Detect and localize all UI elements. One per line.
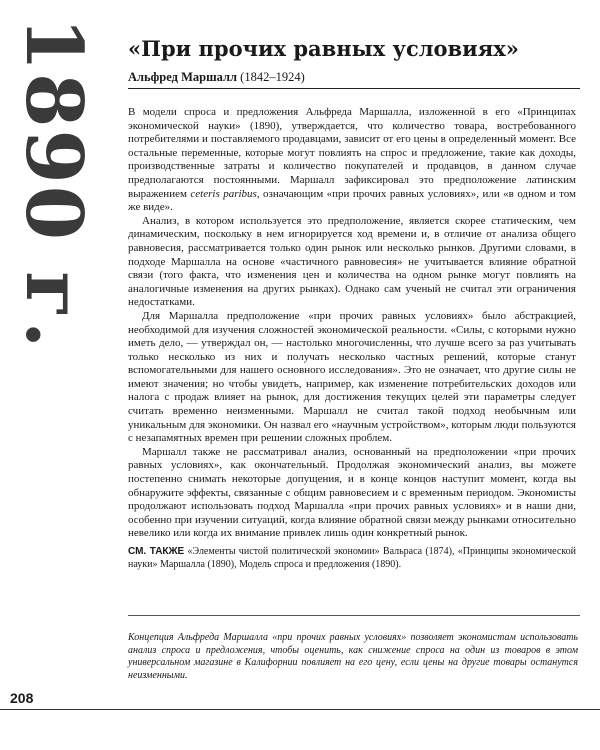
see-also bbox=[128, 545, 576, 571]
see-also-label: СМ. ТАКЖЕ bbox=[128, 546, 185, 557]
see-also-text: «Элементы чистой политической экономии» Вальраса (1874), «Принципы экономической науки» Маршалла (1890), Модель спроса и предложения (1890). bbox=[128, 546, 576, 570]
page-title: «При прочих равных условиях» bbox=[128, 36, 519, 61]
caption-rule bbox=[128, 615, 580, 616]
title-rule bbox=[128, 88, 580, 89]
article-body bbox=[128, 106, 576, 541]
year-marker bbox=[8, 18, 100, 348]
author-years: (1842–1924) bbox=[240, 70, 305, 84]
paragraph-text: , означающим «при прочих равных условиях», или «в одном и том же виде». bbox=[128, 187, 577, 214]
paragraph-text: В модели спроса и предложения Альфреда Маршалла, изложенной в его «Принципах экономической науки» (1890), утверждается, что количество товара, востребованного потребителями и поставляемого продавцами, зависит от его цены в определенный момент. Все остальные переменные, которые могут повлиять на спрос и предложение, такие как доходы, производственные затраты и количество покупателей и продавцов, в данном случае предполагаются постоянными. Маршалл зафиксировал это предположение латинским выражением bbox=[128, 106, 576, 200]
page-number: 208 bbox=[10, 690, 34, 706]
body-paragraph bbox=[128, 106, 576, 215]
body-paragraph bbox=[128, 310, 576, 446]
year-text: 1890 г. bbox=[8, 16, 100, 350]
image-caption: Концепция Альфреда Маршалла «при прочих равных условиях» позволяет экономистам использовать анализ спроса и предложения, чтобы оценить, как снижение спроса на один из товаров в этом универсальном магазине в Калифорнии повлияет на его цену, если цены на другие товары останутся неизменными. bbox=[128, 632, 578, 681]
paragraph-text: Анализ, в котором используется это предположение, является скорее статическим, чем динамическим, поскольку в нем игнорируется ход времени и, в отличие от анализа общего равновесия, рассматривается только один рынок или несколько рынков. Другими словами, в подходе Маршалла на основе «частичного равновесия» не учитывается влияние обратной связи (того факта, что изменения цен и количества на одном рынке могут повлиять на аналогичные изменения на других рынках). Однако сам ученый не считал эти ограничения недостатками. bbox=[128, 214, 576, 309]
latin-term: ceteris paribus bbox=[190, 187, 257, 200]
body-paragraph bbox=[128, 215, 576, 310]
footer-rule bbox=[0, 709, 600, 710]
paragraph-text: Маршалл также не рассматривал анализ, основанный на предположении «при прочих равных условиях», как окончательный. Продолжая экономический анализ, вы можете постепенно снимать некоторые допущения, и в конце концов наступит момент, когда вы обнаружите эффекты, связанные с общим равновесием и с временным периодом. Экономисты продолжают использовать подход Маршалла «при прочих равных условиях» и в наши дни, особенно при изучении ситуаций, когда влияние обратной связи между рынками относительно невелико или когда их внимание привлек лишь один конкретный рынок. bbox=[128, 445, 576, 540]
author-name: Альфред Маршалл bbox=[128, 70, 238, 84]
author-line bbox=[128, 70, 580, 85]
body-paragraph bbox=[128, 446, 576, 541]
paragraph-text: Для Маршалла предположение «при прочих равных условиях» было абстракцией, необходимой для изучения сложностей экономической реальности. «Силы, с которыми нужно иметь дело, — утверждал он, — настолько многочисленны, что лучше всего за раз учитывать только несколько из них и получать несколько частных решений, которые станут вспомогательными для нашего основного исследования». Это не означает, что другие силы не имеют значения; но чтобы увидеть, например, как изменение потребительских доходов или налога с продаж влияет на рынок, для достижения текущих целей эти параметры следует считать временно неизменными. Маршалл не считал такой подход необычным или уникальным для экономики. Он назвал его «научным устройством», которым люди пользуются с незапамятных времен при решении сложных проблем. bbox=[128, 309, 576, 445]
